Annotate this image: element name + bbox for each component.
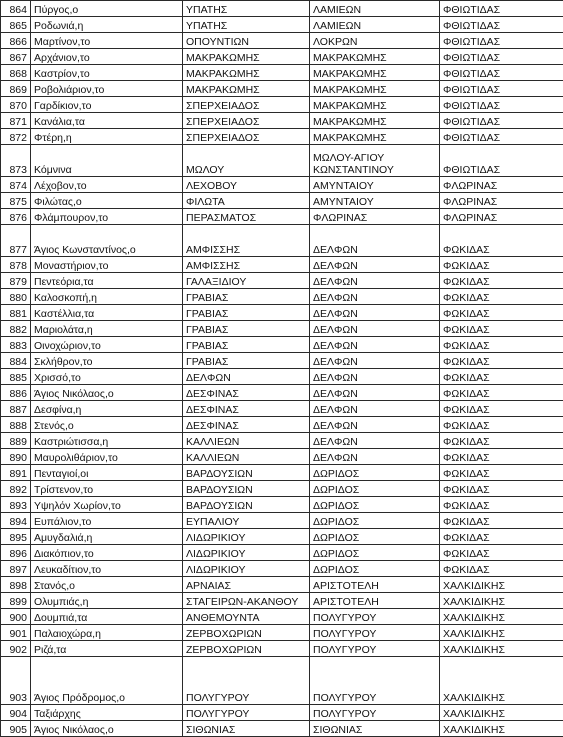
settlement-name-cell: Φλάμπουρον,το: [31, 209, 183, 225]
district-cell: ΔΩΡΙΔΟΣ: [310, 497, 440, 513]
table-row: [1, 97, 563, 113]
district-cell: ΔΕΛΦΩΝ: [310, 449, 440, 465]
municipality-cell: ΛΙΔΩΡΙΚΙΟΥ: [183, 561, 310, 577]
prefecture-cell: ΦΩΚΙΔΑΣ: [440, 497, 563, 513]
district-cell: ΔΕΛΦΩΝ: [310, 353, 440, 369]
municipality-cell: ΜΑΚΡΑΚΩΜΗΣ: [183, 65, 310, 81]
district-cell: ΔΕΛΦΩΝ: [310, 273, 440, 289]
municipality-cell: ΓΡΑΒΙΑΣ: [183, 289, 310, 305]
municipality-cell: ΣΙΘΩΝΙΑΣ: [183, 721, 310, 737]
table-row: [1, 465, 563, 481]
municipality-cell: ΔΕΣΦΙΝΑΣ: [183, 401, 310, 417]
prefecture-cell: ΦΩΚΙΔΑΣ: [440, 385, 563, 401]
row-number-cell: 878: [1, 257, 31, 273]
table-row: [1, 225, 563, 257]
prefecture-cell: ΦΘΙΩΤΙΔΑΣ: [440, 113, 563, 129]
prefecture-cell: ΦΛΩΡΙΝΑΣ: [440, 177, 563, 193]
row-number-cell: 868: [1, 65, 31, 81]
row-number-cell: 877: [1, 225, 31, 257]
row-number-cell: 894: [1, 513, 31, 529]
prefecture-cell: ΦΩΚΙΔΑΣ: [440, 561, 563, 577]
municipality-cell: ΥΠΑΤΗΣ: [183, 1, 310, 17]
prefecture-cell: ΧΑΛΚΙΔΙΚΗΣ: [440, 609, 563, 625]
table-row: [1, 1, 563, 17]
row-number-cell: 866: [1, 33, 31, 49]
prefecture-cell: ΦΛΩΡΙΝΑΣ: [440, 209, 563, 225]
row-number-cell: 887: [1, 401, 31, 417]
settlement-name-cell: Δεσφίνα,η: [31, 401, 183, 417]
prefecture-cell: ΧΑΛΚΙΔΙΚΗΣ: [440, 577, 563, 593]
prefecture-cell: ΦΩΚΙΔΑΣ: [440, 321, 563, 337]
prefecture-cell: ΦΩΚΙΔΑΣ: [440, 369, 563, 385]
table-row: [1, 193, 563, 209]
district-cell: ΛΑΜΙΕΩΝ: [310, 1, 440, 17]
municipality-cell: ΒΑΡΔΟΥΣΙΩΝ: [183, 465, 310, 481]
municipality-cell: ΖΕΡΒΟΧΩΡΙΩΝ: [183, 625, 310, 641]
prefecture-cell: ΦΩΚΙΔΑΣ: [440, 529, 563, 545]
prefecture-cell: ΦΩΚΙΔΑΣ: [440, 545, 563, 561]
municipality-cell: ΖΕΡΒΟΧΩΡΙΩΝ: [183, 641, 310, 657]
row-number-cell: 881: [1, 305, 31, 321]
settlement-name-cell: Πενταγιοί,οι: [31, 465, 183, 481]
row-number-cell: 875: [1, 193, 31, 209]
municipality-cell: ΜΑΚΡΑΚΩΜΗΣ: [183, 49, 310, 65]
settlement-name-cell: Ολυμπιάς,η: [31, 593, 183, 609]
prefecture-cell: ΦΘΙΩΤΙΔΑΣ: [440, 81, 563, 97]
prefecture-cell: ΦΘΙΩΤΙΔΑΣ: [440, 33, 563, 49]
district-cell: ΑΜΥΝΤΑΙΟΥ: [310, 177, 440, 193]
prefecture-cell: ΧΑΛΚΙΔΙΚΗΣ: [440, 705, 563, 721]
district-cell: ΔΕΛΦΩΝ: [310, 369, 440, 385]
row-number-cell: 871: [1, 113, 31, 129]
row-number-cell: 898: [1, 577, 31, 593]
prefecture-cell: ΦΩΚΙΔΑΣ: [440, 289, 563, 305]
settlement-name-cell: Τρίστενον,το: [31, 481, 183, 497]
district-cell: ΔΕΛΦΩΝ: [310, 401, 440, 417]
table-row: [1, 337, 563, 353]
settlement-name-cell: Μαριολάτα,η: [31, 321, 183, 337]
district-cell: ΔΕΛΦΩΝ: [310, 433, 440, 449]
prefecture-cell: ΦΘΙΩΤΙΔΑΣ: [440, 65, 563, 81]
row-number-cell: 865: [1, 17, 31, 33]
municipality-cell: ΒΑΡΔΟΥΣΙΩΝ: [183, 481, 310, 497]
settlement-name-cell: Φιλώτας,ο: [31, 193, 183, 209]
settlement-name-cell: Άγιος Νικόλαος,ο: [31, 385, 183, 401]
district-cell: ΜΑΚΡΑΚΩΜΗΣ: [310, 129, 440, 145]
table-row: [1, 593, 563, 609]
district-cell: ΔΩΡΙΔΟΣ: [310, 561, 440, 577]
prefecture-cell: ΦΘΙΩΤΙΔΑΣ: [440, 97, 563, 113]
row-number-cell: 880: [1, 289, 31, 305]
prefecture-cell: ΧΑΛΚΙΔΙΚΗΣ: [440, 657, 563, 705]
table-row: [1, 369, 563, 385]
prefecture-cell: ΦΩΚΙΔΑΣ: [440, 305, 563, 321]
prefecture-cell: ΦΩΚΙΔΑΣ: [440, 449, 563, 465]
district-cell: ΜΑΚΡΑΚΩΜΗΣ: [310, 81, 440, 97]
settlement-name-cell: Παλαιοχώρα,η: [31, 625, 183, 641]
table-row: [1, 401, 563, 417]
settlement-name-cell: Διακόπιον,το: [31, 545, 183, 561]
prefecture-cell: ΦΘΙΩΤΙΔΑΣ: [440, 129, 563, 145]
municipality-cell: ΛΙΔΩΡΙΚΙΟΥ: [183, 545, 310, 561]
district-cell: ΔΕΛΦΩΝ: [310, 321, 440, 337]
district-cell: ΑΡΙΣΤΟΤΕΛΗ: [310, 593, 440, 609]
prefecture-cell: ΦΛΩΡΙΝΑΣ: [440, 193, 563, 209]
district-cell: ΔΕΛΦΩΝ: [310, 305, 440, 321]
table-body: [1, 1, 563, 737]
prefecture-cell: ΦΩΚΙΔΑΣ: [440, 257, 563, 273]
row-number-cell: 903: [1, 657, 31, 705]
district-cell: ΔΕΛΦΩΝ: [310, 257, 440, 273]
municipality-cell: ΓΡΑΒΙΑΣ: [183, 305, 310, 321]
settlement-name-cell: Ταξιάρχης: [31, 705, 183, 721]
table-row: [1, 33, 563, 49]
row-number-cell: 870: [1, 97, 31, 113]
row-number-cell: 891: [1, 465, 31, 481]
municipality-cell: ΔΕΣΦΙΝΑΣ: [183, 417, 310, 433]
prefecture-cell: ΦΘΙΩΤΙΔΑΣ: [440, 145, 563, 177]
settlement-name-cell: Φτέρη,η: [31, 129, 183, 145]
district-cell: ΑΜΥΝΤΑΙΟΥ: [310, 193, 440, 209]
municipality-cell: ΓΡΑΒΙΑΣ: [183, 353, 310, 369]
district-cell: ΔΕΛΦΩΝ: [310, 225, 440, 257]
settlement-name-cell: Στανός,ο: [31, 577, 183, 593]
district-cell: ΑΡΙΣΤΟΤΕΛΗ: [310, 577, 440, 593]
row-number-cell: 899: [1, 593, 31, 609]
settlement-name-cell: Ευπάλιον,το: [31, 513, 183, 529]
table-row: [1, 65, 563, 81]
prefecture-cell: ΦΩΚΙΔΑΣ: [440, 513, 563, 529]
prefecture-cell: ΦΩΚΙΔΑΣ: [440, 353, 563, 369]
settlement-name-cell: Γαρδίκιον,το: [31, 97, 183, 113]
row-number-cell: 896: [1, 545, 31, 561]
row-number-cell: 893: [1, 497, 31, 513]
district-cell: ΔΩΡΙΔΟΣ: [310, 513, 440, 529]
district-cell: ΠΟΛΥΓΥΡΟΥ: [310, 657, 440, 705]
row-number-cell: 889: [1, 433, 31, 449]
table-row: [1, 545, 563, 561]
prefecture-cell: ΧΑΛΚΙΔΙΚΗΣ: [440, 625, 563, 641]
row-number-cell: 902: [1, 641, 31, 657]
row-number-cell: 895: [1, 529, 31, 545]
district-cell: ΛΑΜΙΕΩΝ: [310, 17, 440, 33]
settlement-name-cell: Καστρίον,το: [31, 65, 183, 81]
district-cell: ΜΑΚΡΑΚΩΜΗΣ: [310, 65, 440, 81]
row-number-cell: 901: [1, 625, 31, 641]
row-number-cell: 900: [1, 609, 31, 625]
table-row: [1, 209, 563, 225]
municipality-cell: ΣΠΕΡΧΕΙΑΔΟΣ: [183, 113, 310, 129]
table-row: [1, 17, 563, 33]
municipality-cell: ΣΤΑΓΕΙΡΩΝ-ΑΚΑΝΘΟΥ: [183, 593, 310, 609]
row-number-cell: 876: [1, 209, 31, 225]
row-number-cell: 884: [1, 353, 31, 369]
municipality-cell: ΠΟΛΥΓΥΡΟΥ: [183, 705, 310, 721]
municipality-cell: ΛΙΔΩΡΙΚΙΟΥ: [183, 529, 310, 545]
prefecture-cell: ΦΩΚΙΔΑΣ: [440, 433, 563, 449]
table-row: [1, 497, 563, 513]
row-number-cell: 879: [1, 273, 31, 289]
municipality-cell: ΑΜΦΙΣΣΗΣ: [183, 225, 310, 257]
row-number-cell: 897: [1, 561, 31, 577]
settlement-name-cell: Μοναστήριον,το: [31, 257, 183, 273]
row-number-cell: 888: [1, 417, 31, 433]
table-row: [1, 481, 563, 497]
district-cell: ΔΩΡΙΔΟΣ: [310, 465, 440, 481]
settlement-name-cell: Πεντεόρια,τα: [31, 273, 183, 289]
district-cell: ΜΑΚΡΑΚΩΜΗΣ: [310, 97, 440, 113]
row-number-cell: 886: [1, 385, 31, 401]
table-row: [1, 705, 563, 721]
municipality-cell: ΓΡΑΒΙΑΣ: [183, 337, 310, 353]
settlement-name-cell: Χρισσό,το: [31, 369, 183, 385]
municipality-cell: ΟΠΟΥΝΤΙΩΝ: [183, 33, 310, 49]
municipality-cell: ΜΩΛΟΥ: [183, 145, 310, 177]
municipality-cell: ΚΑΛΛΙΕΩΝ: [183, 433, 310, 449]
table-row: [1, 49, 563, 65]
table-row: [1, 321, 563, 337]
prefecture-cell: ΦΩΚΙΔΑΣ: [440, 225, 563, 257]
municipality-cell: ΑΡΝΑΙΑΣ: [183, 577, 310, 593]
prefecture-cell: ΦΩΚΙΔΑΣ: [440, 481, 563, 497]
municipality-cell: ΓΡΑΒΙΑΣ: [183, 321, 310, 337]
prefecture-cell: ΧΑΛΚΙΔΙΚΗΣ: [440, 641, 563, 657]
row-number-cell: 872: [1, 129, 31, 145]
table-row: [1, 81, 563, 97]
district-cell: ΣΙΘΩΝΙΑΣ: [310, 721, 440, 737]
settlement-name-cell: Άγιος Πρόδρομος,ο: [31, 657, 183, 705]
table-row: [1, 385, 563, 401]
municipality-cell: ΔΕΛΦΩΝ: [183, 369, 310, 385]
row-number-cell: 867: [1, 49, 31, 65]
prefecture-cell: ΦΩΚΙΔΑΣ: [440, 337, 563, 353]
settlement-name-cell: Καστέλλια,τα: [31, 305, 183, 321]
district-cell: ΔΕΛΦΩΝ: [310, 385, 440, 401]
settlement-name-cell: Μαυρολιθάριον,το: [31, 449, 183, 465]
prefecture-cell: ΦΩΚΙΔΑΣ: [440, 273, 563, 289]
district-cell: ΛΟΚΡΩΝ: [310, 33, 440, 49]
district-cell: ΜΑΚΡΑΚΩΜΗΣ: [310, 113, 440, 129]
district-cell: ΔΕΛΦΩΝ: [310, 337, 440, 353]
row-number-cell: 890: [1, 449, 31, 465]
municipality-cell: ΑΝΘΕΜΟΥΝΤΑ: [183, 609, 310, 625]
district-cell: ΜΩΛΟΥ-ΑΓΙΟΥ ΚΩΝΣΤΑΝΤΙΝΟΥ: [310, 145, 440, 177]
settlement-name-cell: Αρχάνιον,το: [31, 49, 183, 65]
table-row: [1, 449, 563, 465]
settlement-name-cell: Υψηλόν Χωρίον,το: [31, 497, 183, 513]
table-row: [1, 177, 563, 193]
row-number-cell: 885: [1, 369, 31, 385]
municipality-cell: ΣΠΕΡΧΕΙΑΔΟΣ: [183, 97, 310, 113]
table-row: [1, 657, 563, 705]
district-cell: ΔΩΡΙΔΟΣ: [310, 481, 440, 497]
table-row: [1, 721, 563, 737]
settlement-name-cell: Κανάλια,τα: [31, 113, 183, 129]
settlement-name-cell: Καστριώτισσα,η: [31, 433, 183, 449]
municipality-cell: ΚΑΛΛΙΕΩΝ: [183, 449, 310, 465]
municipality-cell: ΒΑΡΔΟΥΣΙΩΝ: [183, 497, 310, 513]
settlement-name-cell: Άγιος Νικόλαος,ο: [31, 721, 183, 737]
row-number-cell: 904: [1, 705, 31, 721]
district-cell: ΠΟΛΥΓΥΡΟΥ: [310, 641, 440, 657]
table-row: [1, 129, 563, 145]
settlement-name-cell: Ροδωνιά,η: [31, 17, 183, 33]
settlement-name-cell: Άγιος Κωνσταντίνος,ο: [31, 225, 183, 257]
table-row: [1, 145, 563, 177]
district-cell: ΦΛΩΡΙΝΑΣ: [310, 209, 440, 225]
municipality-cell: ΑΜΦΙΣΣΗΣ: [183, 257, 310, 273]
row-number-cell: 864: [1, 1, 31, 17]
row-number-cell: 892: [1, 481, 31, 497]
district-cell: ΔΕΛΦΩΝ: [310, 289, 440, 305]
prefecture-cell: ΦΘΙΩΤΙΔΑΣ: [440, 17, 563, 33]
settlement-name-cell: Οινοχώριον,το: [31, 337, 183, 353]
municipality-cell: ΦΙΛΩΤΑ: [183, 193, 310, 209]
district-cell: ΠΟΛΥΓΥΡΟΥ: [310, 625, 440, 641]
district-cell: ΔΩΡΙΔΟΣ: [310, 529, 440, 545]
table-row: [1, 353, 563, 369]
table-row: [1, 257, 563, 273]
settlement-name-cell: Καλοσκοπή,η: [31, 289, 183, 305]
settlement-name-cell: Λευκαδίτιον,το: [31, 561, 183, 577]
row-number-cell: 882: [1, 321, 31, 337]
municipality-cell: ΕΥΠΑΛΙΟΥ: [183, 513, 310, 529]
district-cell: ΔΩΡΙΔΟΣ: [310, 545, 440, 561]
row-number-cell: 869: [1, 81, 31, 97]
settlement-name-cell: Αμυγδαλιά,η: [31, 529, 183, 545]
prefecture-cell: ΧΑΛΚΙΔΙΚΗΣ: [440, 593, 563, 609]
district-cell: ΜΑΚΡΑΚΩΜΗΣ: [310, 49, 440, 65]
table-row: [1, 289, 563, 305]
municipality-cell: ΠΟΛΥΓΥΡΟΥ: [183, 657, 310, 705]
prefecture-cell: ΦΩΚΙΔΑΣ: [440, 417, 563, 433]
table-row: [1, 273, 563, 289]
prefecture-cell: ΧΑΛΚΙΔΙΚΗΣ: [440, 721, 563, 737]
prefecture-cell: ΦΘΙΩΤΙΔΑΣ: [440, 1, 563, 17]
district-cell: ΔΕΛΦΩΝ: [310, 417, 440, 433]
municipality-cell: ΜΑΚΡΑΚΩΜΗΣ: [183, 81, 310, 97]
table-row: [1, 513, 563, 529]
district-cell: ΠΟΛΥΓΥΡΟΥ: [310, 705, 440, 721]
table-row: [1, 529, 563, 545]
municipality-cell: ΓΑΛΑΞΙΔΙΟΥ: [183, 273, 310, 289]
settlement-name-cell: Στενός,ο: [31, 417, 183, 433]
row-number-cell: 883: [1, 337, 31, 353]
row-number-cell: 873: [1, 145, 31, 177]
settlement-name-cell: Μαρτίνον,το: [31, 33, 183, 49]
table-row: [1, 641, 563, 657]
prefecture-cell: ΦΩΚΙΔΑΣ: [440, 401, 563, 417]
prefecture-cell: ΦΩΚΙΔΑΣ: [440, 465, 563, 481]
table-row: [1, 113, 563, 129]
settlement-name-cell: Κόμνινα: [31, 145, 183, 177]
district-cell: ΠΟΛΥΓΥΡΟΥ: [310, 609, 440, 625]
municipality-cell: ΣΠΕΡΧΕΙΑΔΟΣ: [183, 129, 310, 145]
municipality-cell: ΥΠΑΤΗΣ: [183, 17, 310, 33]
row-number-cell: 874: [1, 177, 31, 193]
prefecture-cell: ΦΘΙΩΤΙΔΑΣ: [440, 49, 563, 65]
municipality-cell: ΠΕΡΑΣΜΑΤΟΣ: [183, 209, 310, 225]
table-row: [1, 609, 563, 625]
settlement-name-cell: Δουμπιά,τα: [31, 609, 183, 625]
settlement-name-cell: Λέχοβον,το: [31, 177, 183, 193]
municipality-cell: ΔΕΣΦΙΝΑΣ: [183, 385, 310, 401]
settlement-name-cell: Ροβολιάριον,το: [31, 81, 183, 97]
settlement-name-cell: Σκλήθρον,το: [31, 353, 183, 369]
table-row: [1, 417, 563, 433]
table-row: [1, 561, 563, 577]
table-row: [1, 305, 563, 321]
table-row: [1, 625, 563, 641]
table-row: [1, 577, 563, 593]
municipality-cell: ΛΕΧΟΒΟΥ: [183, 177, 310, 193]
table-row: [1, 433, 563, 449]
settlement-name-cell: Πύργος,ο: [31, 1, 183, 17]
settlement-name-cell: Ριζά,τα: [31, 641, 183, 657]
row-number-cell: 905: [1, 721, 31, 737]
